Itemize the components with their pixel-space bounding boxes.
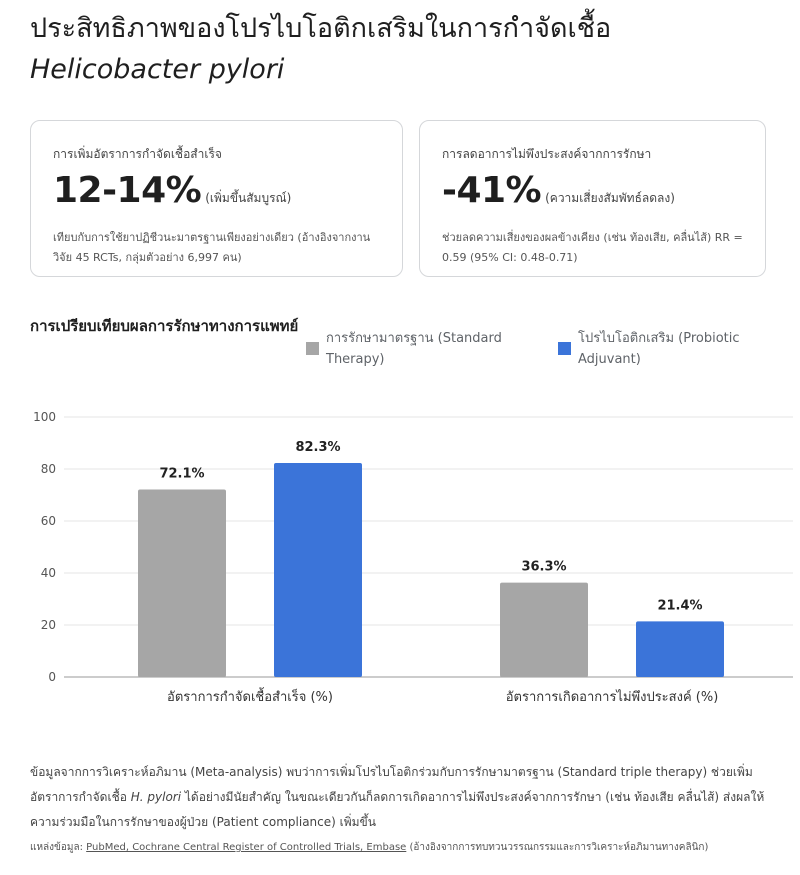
title-text: ประสิทธิภาพของโปรไบโอติกเสริมในการกำจัดเชื้อ (30, 13, 612, 44)
legend-swatch-probiotic (558, 342, 571, 355)
y-tick-label: 80 (40, 462, 56, 476)
summary-text (30, 760, 778, 835)
stat-card-value: 12-14% (53, 170, 202, 211)
sources-link[interactable]: PubMed, Cochrane Central Register of Controlled Trials, Embase (86, 842, 407, 853)
chart-section-title: การเปรียบเทียบผลการรักษาทางการแพทย์ (30, 317, 299, 335)
stat-card-label: การเพิ่มอัตราการกำจัดเชื้อสำเร็จ (53, 147, 222, 161)
x-tick-label: อัตราการเกิดอาการไม่พึงประสงค์ (%) (505, 690, 719, 705)
stat-card-label: การลดอาการไม่พึงประสงค์จากการรักษา (442, 147, 652, 161)
title-organism: Helicobacter pylori (30, 54, 285, 85)
sources-prefix: แหล่งข้อมูล: (30, 842, 87, 853)
page-title (30, 8, 780, 90)
summary-part-2: ได้อย่างมีนัยสำคัญ ในขณะเดียวกันก็ลดการเกิดอาการไม่พึงประสงค์จากการรักษา (เช่น ท้องเสีย คลื่นไส้) ส่งผลให้ความร่วมมือในการรักษาของผู้ป่วย (Patient compliance) เพิ่มขึ้น (30, 790, 765, 829)
x-tick-label: อัตราการกำจัดเชื้อสำเร็จ (%) (167, 690, 333, 705)
stat-card-value-row (442, 169, 743, 220)
stat-card-value-row (53, 169, 380, 220)
data-label: 21.4% (657, 598, 703, 614)
data-label: 36.3% (521, 559, 567, 575)
stat-card-description: ช่วยลดความเสี่ยงของผลข้างเคียง (เช่น ท้องเสีย, คลื่นไส้) RR = 0.59 (95% CI: 0.48-0.71) (442, 231, 743, 264)
y-tick-label: 20 (40, 618, 56, 632)
stat-card-eradication (30, 120, 403, 277)
y-tick-label: 40 (40, 566, 56, 580)
y-tick-label: 60 (40, 514, 56, 528)
legend-label-probiotic: โปรไบโอติกเสริม (Probiotic Adjuvant) (578, 331, 740, 367)
y-tick-label: 100 (33, 410, 56, 424)
summary-part-1: ข้อมูลจากการวิเคราะห์อภิมาน (Meta-analysis) พบว่าการเพิ่มโปรไบโอติกร่วมกับการรักษามาตรฐาน (Standard triple therapy) ช่วยเพิ่มอัตราการกำจัดเชื้อ (30, 765, 753, 804)
legend-swatch-standard (306, 342, 319, 355)
data-label: 72.1% (159, 466, 205, 482)
bar (500, 583, 588, 677)
bar (138, 490, 226, 677)
sources-line (30, 840, 790, 856)
y-tick-label: 0 (48, 670, 56, 684)
stat-card-note: (ความเสี่ยงสัมพัทธ์ลดลง) (545, 191, 675, 205)
summary-organism: H. pylori (130, 790, 182, 804)
stat-card-note: (เพิ่มขึ้นสัมบูรณ์) (205, 191, 292, 205)
bar (274, 463, 362, 677)
stat-card-value: -41% (442, 170, 542, 211)
bar-chart (0, 400, 800, 720)
legend-label-standard: การรักษามาตรฐาน (Standard Therapy) (326, 331, 502, 367)
data-label: 82.3% (295, 440, 341, 456)
stat-card-description: เทียบกับการใช้ยาปฏิชีวนะมาตรฐานเพียงอย่างเดียว (อ้างอิงจากงานวิจัย 45 RCTs, กลุ่มตัวอย่าง 6,997 คน) (53, 231, 371, 264)
sources-suffix: (อ้างอิงจากการทบทวนวรรณกรรมและการวิเคราะห์อภิมานทางคลินิก) (406, 842, 709, 853)
bar (636, 621, 724, 677)
stat-card-adverse-events (419, 120, 766, 277)
